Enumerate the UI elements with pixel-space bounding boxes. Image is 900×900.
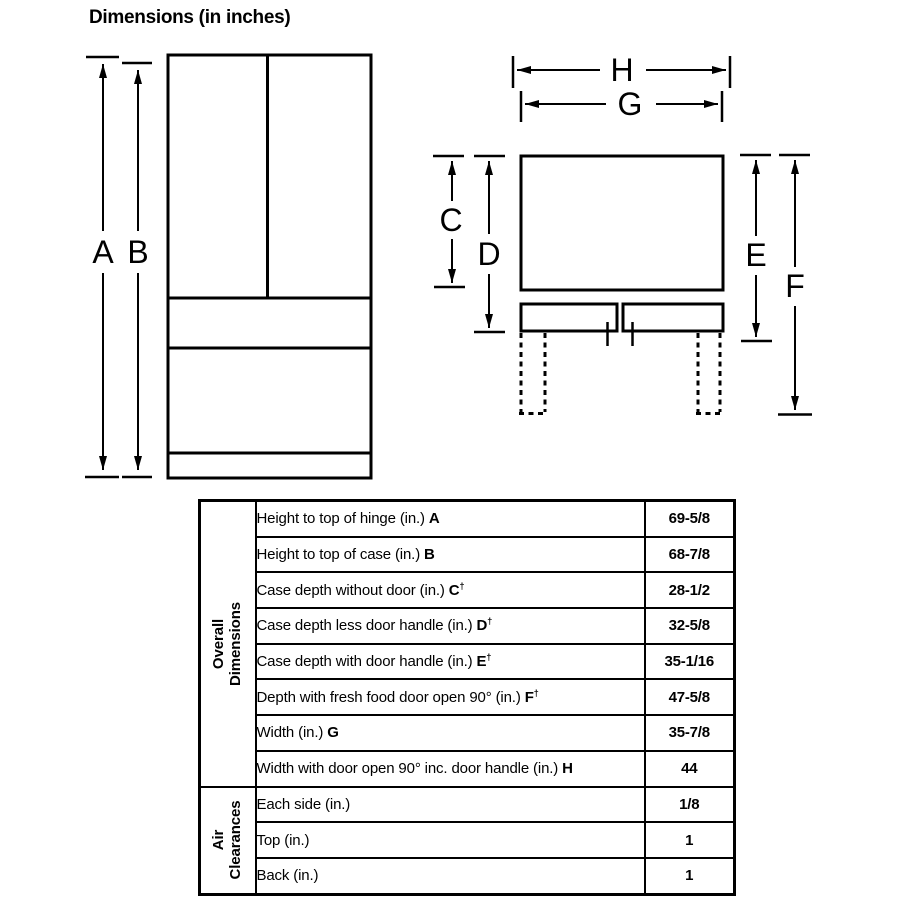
case-outline-top-view (521, 156, 723, 290)
row-value: 32-5/8 (645, 608, 735, 644)
group-header-air-clearances (200, 787, 256, 895)
row-label (256, 822, 645, 858)
dagger-mark: † (486, 652, 492, 663)
table-row (200, 644, 735, 680)
row-label-text: Width (in.) (256, 724, 324, 742)
dim-label-F: F (785, 268, 805, 304)
right-door-top-view (623, 304, 723, 331)
row-label-text: Top (in.) (256, 831, 310, 849)
table-row (200, 715, 735, 751)
group-header-line: Dimensions (226, 601, 244, 686)
row-letter: C (448, 581, 460, 599)
dagger-mark: † (533, 687, 539, 698)
row-value: 47-5/8 (645, 679, 735, 715)
row-letter: F (524, 688, 534, 706)
group-header-line: Overall (209, 618, 227, 669)
spec-table (198, 499, 736, 896)
row-label (256, 715, 645, 751)
dim-arrow-B (122, 63, 152, 477)
top-view-diagram (433, 52, 812, 415)
dim-label-E: E (745, 237, 767, 273)
table-row (200, 572, 735, 608)
table-row (200, 501, 735, 537)
row-label-text: Depth with fresh food door open 90° (in.) (256, 688, 521, 706)
row-label-text: Each side (in.) (256, 795, 351, 813)
dim-label-H: H (610, 52, 634, 88)
dim-arrow-G (521, 86, 722, 122)
page-title: Dimensions (in inches) (89, 7, 291, 28)
row-label (256, 679, 645, 715)
row-label (256, 644, 645, 680)
row-label-text: Case depth without door (in.) (256, 581, 445, 599)
table-row (200, 679, 735, 715)
group-header-overall-dimensions (200, 501, 256, 787)
row-label (256, 858, 645, 894)
dim-arrow-E (740, 155, 772, 341)
dagger-mark: † (487, 616, 493, 627)
row-letter: B (424, 546, 435, 564)
table-row (200, 858, 735, 894)
dagger-mark: † (459, 580, 465, 591)
row-value: 68-7/8 (645, 537, 735, 573)
dim-label-C: C (439, 202, 463, 238)
row-label-text: Case depth with door handle (in.) (256, 653, 473, 671)
table-row (200, 822, 735, 858)
door-open-swing-dashed (519, 333, 722, 414)
row-label (256, 751, 645, 787)
row-letter: A (428, 510, 440, 528)
dim-label-A: A (92, 234, 114, 270)
row-label (256, 572, 645, 608)
dim-arrow-F (778, 155, 812, 415)
dim-label-D: D (477, 236, 501, 272)
row-label (256, 787, 645, 823)
table-row (200, 787, 735, 823)
group-header-line: Air (209, 829, 227, 851)
row-letter: E (476, 653, 487, 671)
dim-label-G: G (617, 86, 643, 122)
row-value: 1 (645, 822, 735, 858)
dim-arrow-C (433, 156, 465, 287)
row-letter: H (562, 760, 573, 778)
row-label-text: Height to top of hinge (in.) (256, 510, 425, 528)
row-letter: D (476, 617, 488, 635)
front-view-diagram (85, 55, 371, 478)
dim-arrow-H (513, 52, 730, 88)
row-label (256, 537, 645, 573)
row-label (256, 501, 645, 537)
row-label-text: Width with door open 90° inc. door handle (in.) (256, 760, 559, 778)
dim-arrow-A (85, 57, 119, 477)
group-header-line: Clearances (226, 800, 244, 880)
row-value: 44 (645, 751, 735, 787)
row-letter: G (327, 724, 339, 742)
left-door-top-view (521, 304, 617, 331)
table-row (200, 537, 735, 573)
dim-arrow-D (474, 156, 505, 332)
row-value: 28-1/2 (645, 572, 735, 608)
row-label (256, 608, 645, 644)
row-value: 35-7/8 (645, 715, 735, 751)
row-label-text: Height to top of case (in.) (256, 546, 421, 564)
row-value: 1 (645, 858, 735, 894)
row-label-text: Case depth less door handle (in.) (256, 617, 473, 635)
dim-label-B: B (127, 234, 149, 270)
row-value: 69-5/8 (645, 501, 735, 537)
row-value: 35-1/16 (645, 644, 735, 680)
table-row (200, 608, 735, 644)
row-label-text: Back (in.) (256, 867, 319, 885)
fridge-outline (168, 55, 371, 478)
table-row (200, 751, 735, 787)
row-value: 1/8 (645, 787, 735, 823)
